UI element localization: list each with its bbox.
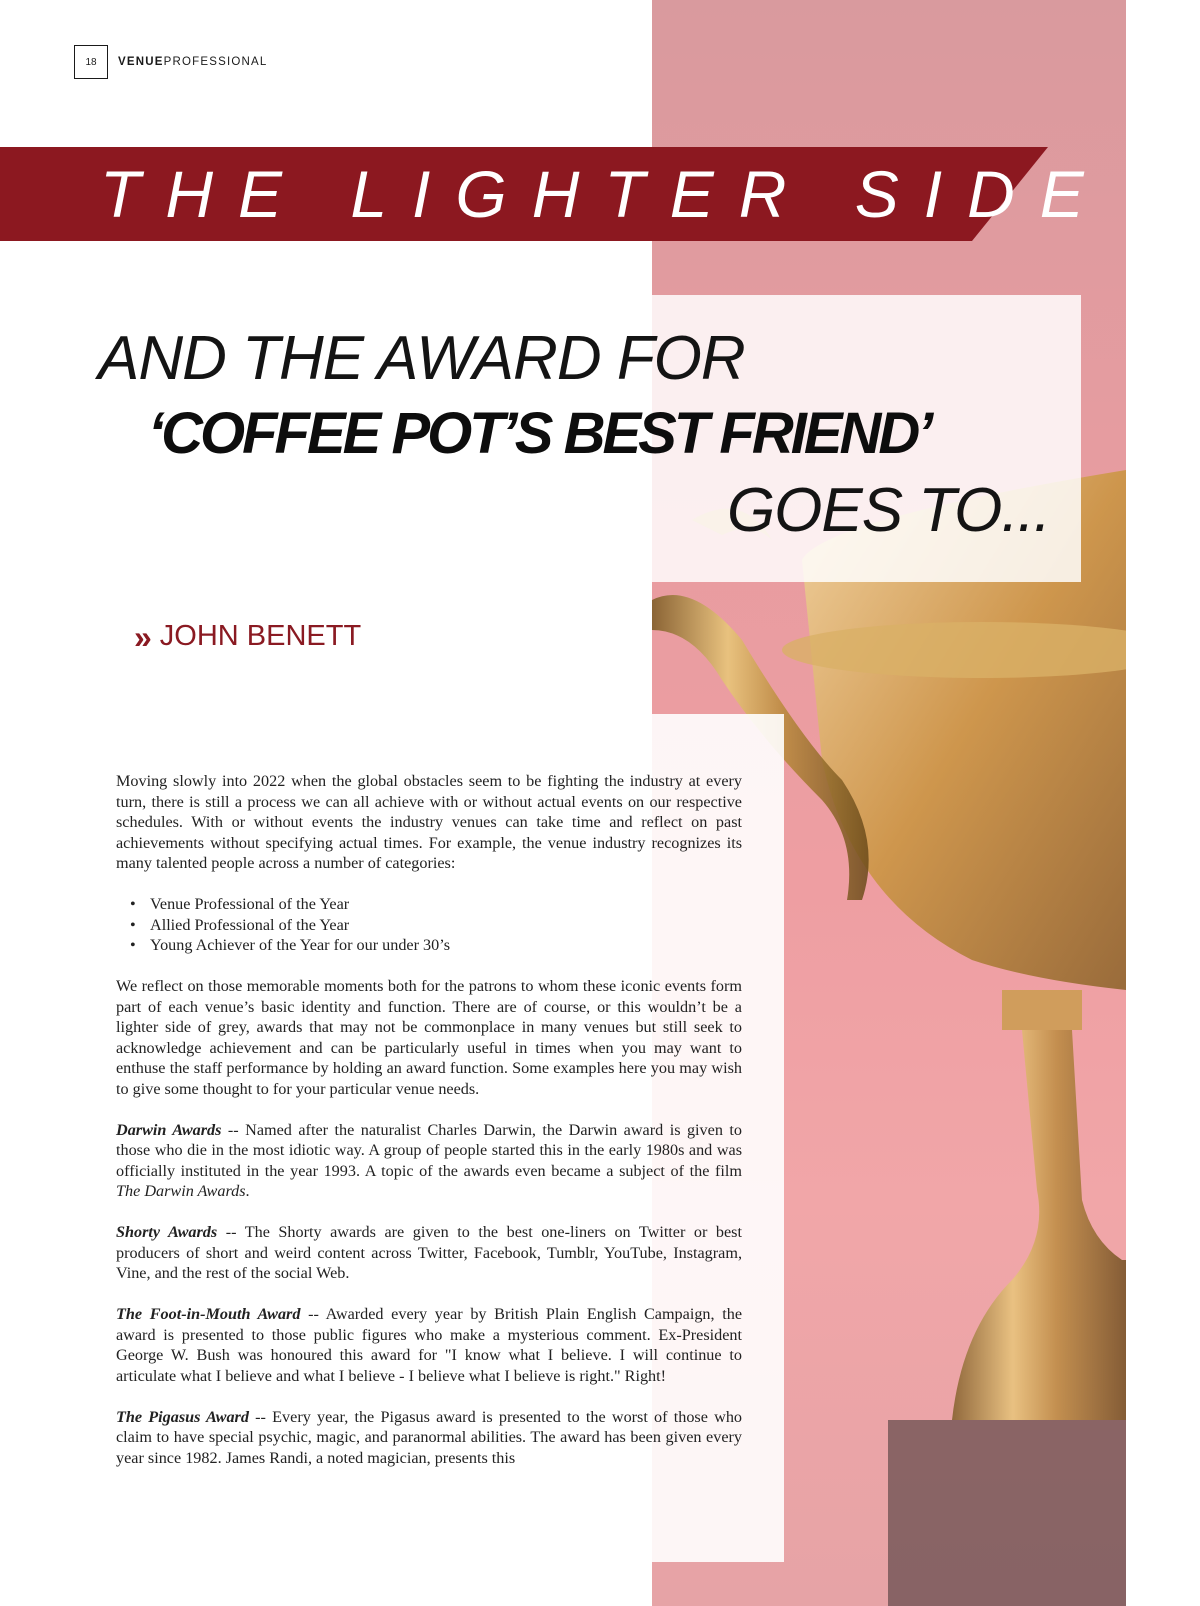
darwin-paragraph <box>116 1120 742 1202</box>
author-name: JOHN BENETT <box>159 620 362 652</box>
film-title: The Darwin Awards <box>116 1182 246 1200</box>
article-body <box>116 771 742 1489</box>
award-term: Darwin Awards <box>116 1120 222 1139</box>
list-item: • Venue Professional of the Year <box>150 894 742 915</box>
author-byline <box>134 620 361 653</box>
headline-line-2: ‘COFFEE POT’S BEST FRIEND’ <box>148 401 931 466</box>
page-number: 18 <box>74 45 108 79</box>
pigasus-paragraph <box>116 1407 742 1469</box>
brand-bold: VENUE <box>118 56 164 68</box>
award-text: -- Every year, the Pigasus award is presented to the worst of those who claim to have special psychic, magic, and paranormal abilities. The award has been given every year since 1982. James Randi, a noted magician, presents this <box>116 1407 743 1467</box>
shorty-paragraph <box>116 1222 742 1284</box>
award-text: -- Awarded every year by British Plain English Campaign, the award is presented to those public figures who make a mysterious comment. Ex-President George W. Bush was honoured this award for "I know what I believe. I will continue to articulate what I believe and what I believe - I believe what I believe is right." Right! <box>116 1305 743 1385</box>
headline-line-3: GOES TO... <box>726 476 1050 545</box>
magazine-brand <box>118 56 268 68</box>
award-term: Shorty Awards <box>116 1223 218 1241</box>
award-term: The Pigasus Award <box>116 1407 249 1426</box>
intro-paragraph: Moving slowly into 2022 when the global obstacles seem to be fighting the industry at every turn, there is still a process we can all achieve with or without actual events on our respective schedules. With or without events the industry venues can take time and reflect on past achievements without specifying actual times. For example, the venue industry recognizes its many talented people across a number of categories: <box>116 772 742 872</box>
running-header <box>74 45 268 79</box>
chevron-right-icon: » <box>134 618 152 655</box>
category-list <box>116 894 742 956</box>
section-title: THE LIGHTER SIDE <box>100 157 1109 231</box>
foot-in-mouth-paragraph <box>116 1304 742 1386</box>
award-text: -- Named after the naturalist Charles Darwin, the Darwin award is given to those who die in the most idiotic way. A group of people started this in the early 1980s and was officially instituted in the year 1993. A topic of the awards even became a subject of the film <box>116 1120 742 1180</box>
sentence-end: . <box>245 1182 250 1200</box>
reflect-paragraph: We reflect on those memorable moments both for the patrons to whom these iconic events form part of each venue’s basic identity and function. There are of course, or this wouldn’t be a lighter side of grey, awards that may not be commonplace in many venues but still seek to acknowledge achievement and can be particularly useful in times when you may want to enthuse the staff performance by holding an award function. Some examples here you may wish to give some thought to for your particular venue needs. <box>116 977 742 1098</box>
headline-line-1: AND THE AWARD FOR <box>98 324 745 393</box>
brand-light: PROFESSIONAL <box>163 56 268 68</box>
award-text: -- The Shorty awards are given to the best one-liners on Twitter or best producers of short and weird content across Twitter, Facebook, Tumblr, YouTube, Instagram, Vine, and the rest of the social Web. <box>116 1223 742 1282</box>
list-item: • Young Achiever of the Year for our under 30’s <box>150 935 742 956</box>
award-term: The Foot-in-Mouth Award <box>116 1305 301 1323</box>
list-item: • Allied Professional of the Year <box>150 915 742 936</box>
